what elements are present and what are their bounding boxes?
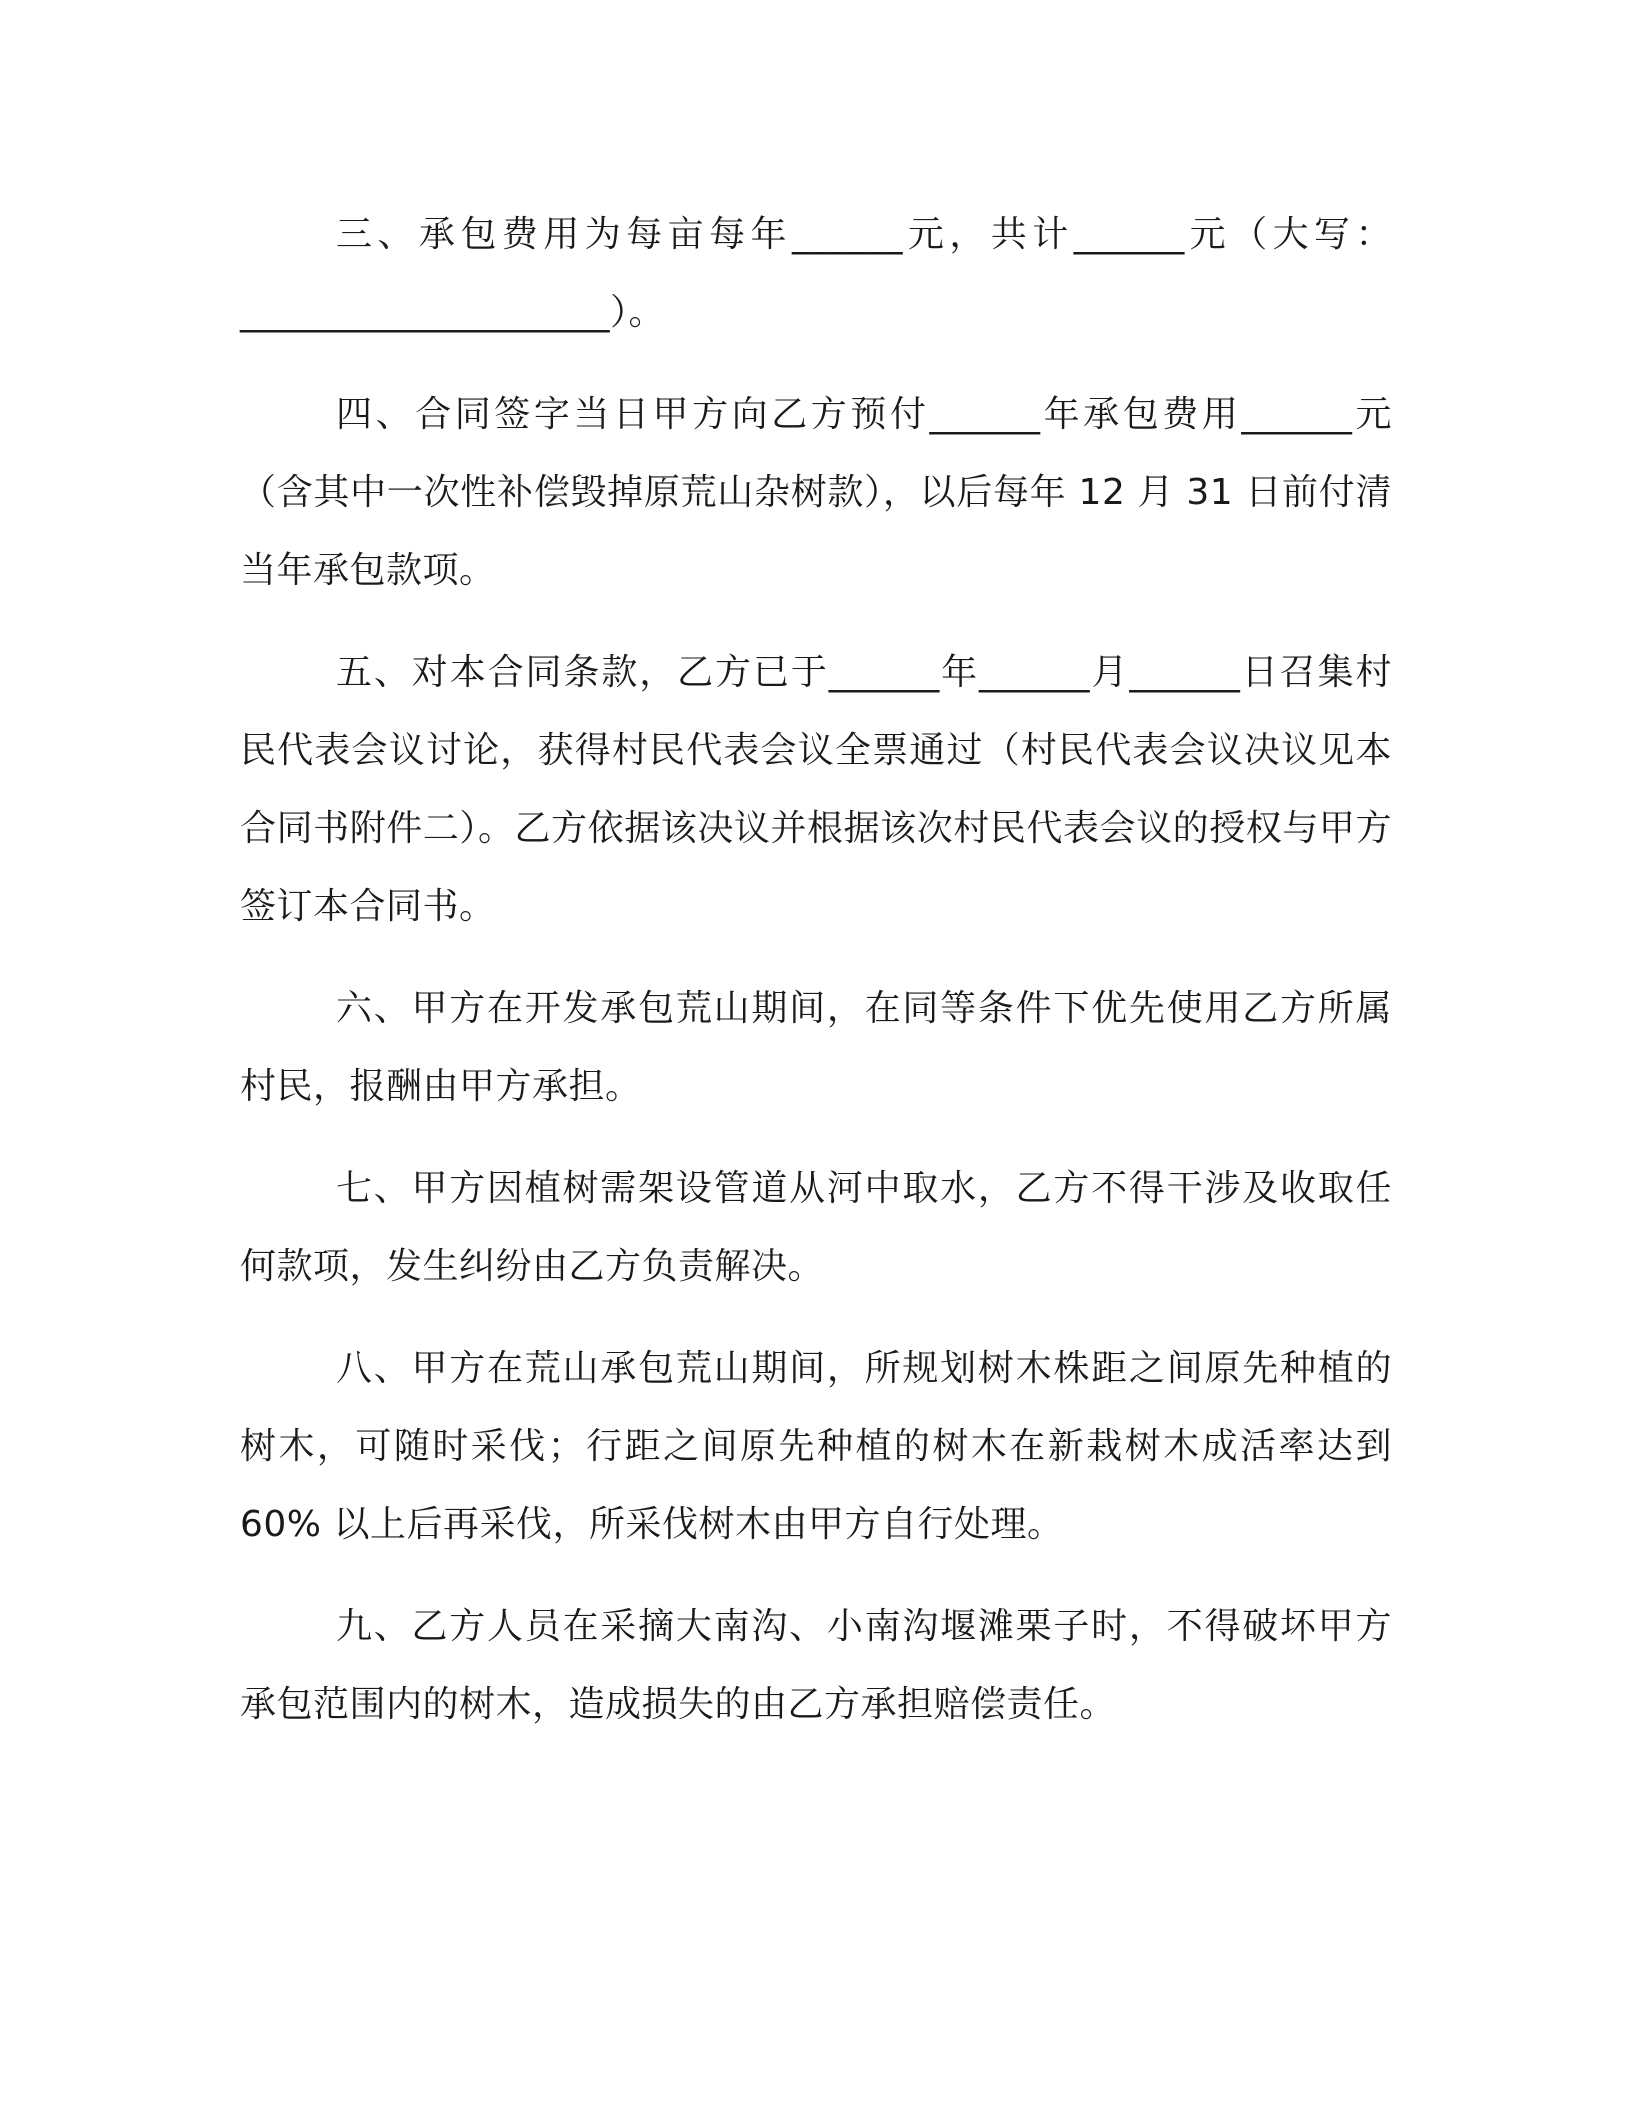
clause-3: 三、承包费用为每亩每年______元，共计______元（大写：____________________）。 xyxy=(240,214,1392,333)
contract-body xyxy=(240,196,1392,1768)
clause-6: 六、甲方在开发承包荒山期间，在同等条件下优先使用乙方所属村民，报酬由甲方承担。 xyxy=(240,988,1392,1107)
clause-7: 七、甲方因植树需架设管道从河中取水，乙方不得干涉及收取任何款项，发生纠纷由乙方负责解决。 xyxy=(240,1168,1392,1287)
clause-4: 四、合同签字当日甲方向乙方预付______年承包费用______元（含其中一次性补偿毁掉原荒山杂树款），以后每年 12 月 31 日前付清当年承包款项。 xyxy=(240,394,1392,591)
clause-5: 五、对本合同条款，乙方已于______年______月______日召集村民代表会议讨论，获得村民代表会议全票通过（村民代表会议决议见本合同书附件二）。乙方依据该决议并根据该次村民代表会议的授权与甲方签订本合同书。 xyxy=(240,652,1392,927)
clause-9: 九、乙方人员在采摘大南沟、小南沟堰滩栗子时，不得破坏甲方承包范围内的树木，造成损失的由乙方承担赔偿责任。 xyxy=(240,1606,1392,1725)
clause-8: 八、甲方在荒山承包荒山期间，所规划树木株距之间原先种植的树木，可随时采伐；行距之间原先种植的树木在新栽树木成活率达到 60% 以上后再采伐，所采伐树木由甲方自行处理。 xyxy=(240,1348,1392,1545)
